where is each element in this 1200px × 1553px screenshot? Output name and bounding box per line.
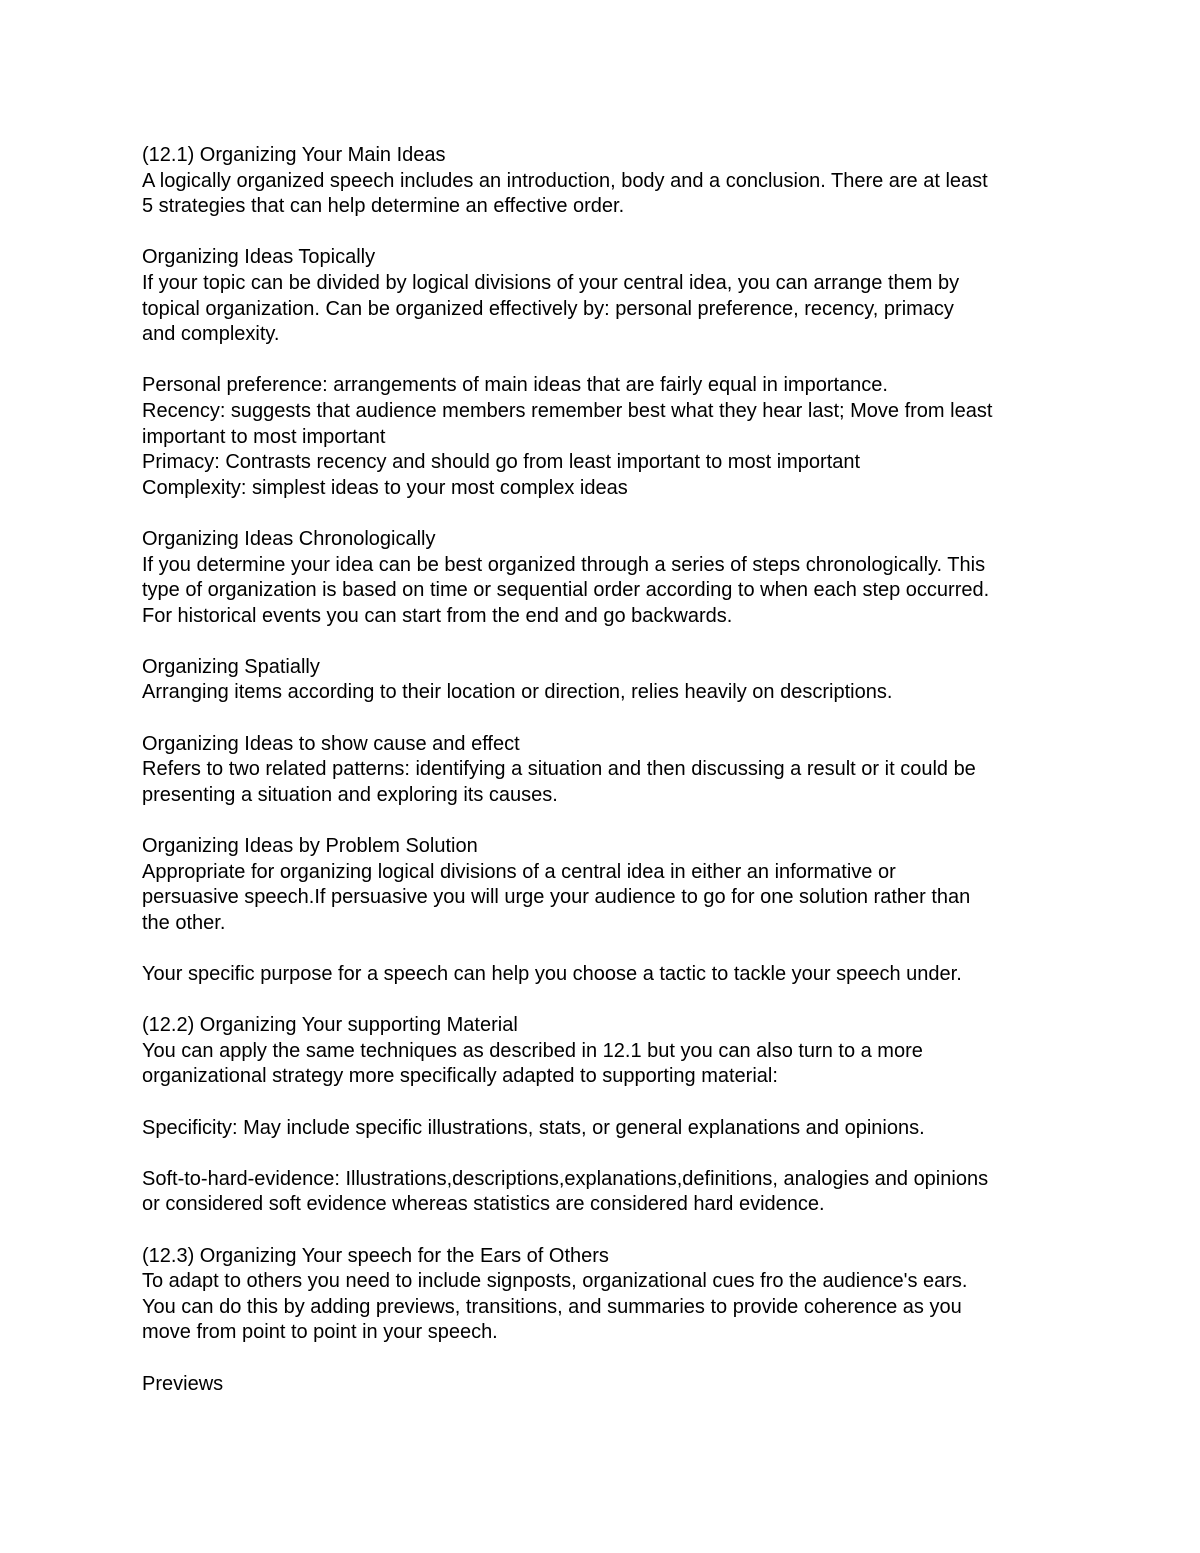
paragraph bbox=[142, 373, 1072, 501]
paragraph-first-line: Previews bbox=[142, 1372, 224, 1395]
paragraph-first-line: (12.1) Organizing Your Main Ideas bbox=[142, 144, 446, 166]
text-line: persuasive speech.If persuasive you will urge your audience to go for one solution rather than bbox=[142, 886, 971, 909]
paragraph bbox=[142, 143, 1072, 220]
text-line: important to most important bbox=[142, 425, 386, 448]
text-line: organizational strategy more specifically adapted to supporting material: bbox=[142, 1065, 778, 1088]
text-line: You can apply the same techniques as described in 12.1 but you can also turn to a more bbox=[142, 1039, 923, 1062]
paragraph bbox=[142, 834, 1072, 936]
text-line: presenting a situation and exploring its causes. bbox=[142, 783, 558, 806]
text-line: A logically organized speech includes an introduction, body and a conclusion. There are at least bbox=[142, 169, 988, 192]
text-line: Refers to two related patterns: identifying a situation and then discussing a result or it could be bbox=[142, 758, 976, 781]
paragraph bbox=[142, 1167, 1072, 1218]
text-line: or considered soft evidence whereas statistics are considered hard evidence. bbox=[142, 1193, 825, 1216]
paragraph-first-line: Your specific purpose for a speech can help you choose a tactic to tackle your speech under. bbox=[142, 963, 962, 985]
paragraph-first-line: Organizing Ideas Chronologically bbox=[142, 527, 436, 550]
text-line: Primacy: Contrasts recency and should go from least important to most important bbox=[142, 451, 861, 474]
paragraph-first-line: Specificity: May include specific illustrations, stats, or general explanations and opinions. bbox=[142, 1116, 925, 1139]
paragraph-first-line: Organizing Ideas by Problem Solution bbox=[142, 835, 478, 858]
paragraph bbox=[142, 1372, 1072, 1398]
paragraph bbox=[142, 1116, 1072, 1142]
text-line: You can do this by adding previews, transitions, and summaries to provide coherence as you bbox=[142, 1295, 962, 1318]
paragraph bbox=[142, 962, 1072, 988]
text-line: For historical events you can start from the end and go backwards. bbox=[142, 604, 733, 627]
paragraph-first-line: Soft-to-hard-evidence: Illustrations,descriptions,explanations,definitions, analogies and opinions bbox=[142, 1167, 989, 1190]
paragraph-first-line: Organizing Spatially bbox=[142, 655, 320, 678]
text-line: Complexity: simplest ideas to your most complex ideas bbox=[142, 476, 628, 499]
text-line: topical organization. Can be organized effectively by: personal preference, recency, primacy bbox=[142, 297, 954, 320]
text-line: Recency: suggests that audience members remember best what they hear last; Move from least bbox=[142, 399, 993, 422]
text-line: type of organization is based on time or sequential order according to when each step occurred. bbox=[142, 579, 990, 602]
paragraph-first-line: (12.2) Organizing Your supporting Material bbox=[142, 1014, 518, 1037]
paragraph bbox=[142, 655, 1072, 706]
paragraph bbox=[142, 732, 1072, 809]
text-line: move from point to point in your speech. bbox=[142, 1321, 498, 1344]
paragraph bbox=[142, 245, 1072, 347]
text-line: the other. bbox=[142, 911, 226, 934]
text-line: Arranging items according to their location or direction, relies heavily on descriptions. bbox=[142, 681, 893, 704]
paragraph bbox=[142, 1244, 1072, 1346]
document-body bbox=[142, 143, 1072, 1423]
text-line: If your topic can be divided by logical divisions of your central idea, you can arrange them by bbox=[142, 271, 960, 294]
paragraph bbox=[142, 527, 1072, 629]
paragraph-first-line: Organizing Ideas Topically bbox=[142, 246, 376, 269]
text-line: If you determine your idea can be best organized through a series of steps chronologically. This bbox=[142, 553, 986, 576]
paragraph-first-line: Personal preference: arrangements of main ideas that are fairly equal in importance. bbox=[142, 374, 888, 397]
paragraph-first-line: (12.3) Organizing Your speech for the Ears of Others bbox=[142, 1244, 609, 1267]
text-line: Appropriate for organizing logical divisions of a central idea in either an informative or bbox=[142, 860, 896, 883]
paragraph bbox=[142, 1013, 1072, 1090]
text-line: and complexity. bbox=[142, 323, 280, 346]
paragraph-first-line: Organizing Ideas to show cause and effect bbox=[142, 732, 520, 755]
text-line: To adapt to others you need to include signposts, organizational cues fro the audience's ears. bbox=[142, 1270, 968, 1293]
text-line: 5 strategies that can help determine an effective order. bbox=[142, 195, 625, 218]
